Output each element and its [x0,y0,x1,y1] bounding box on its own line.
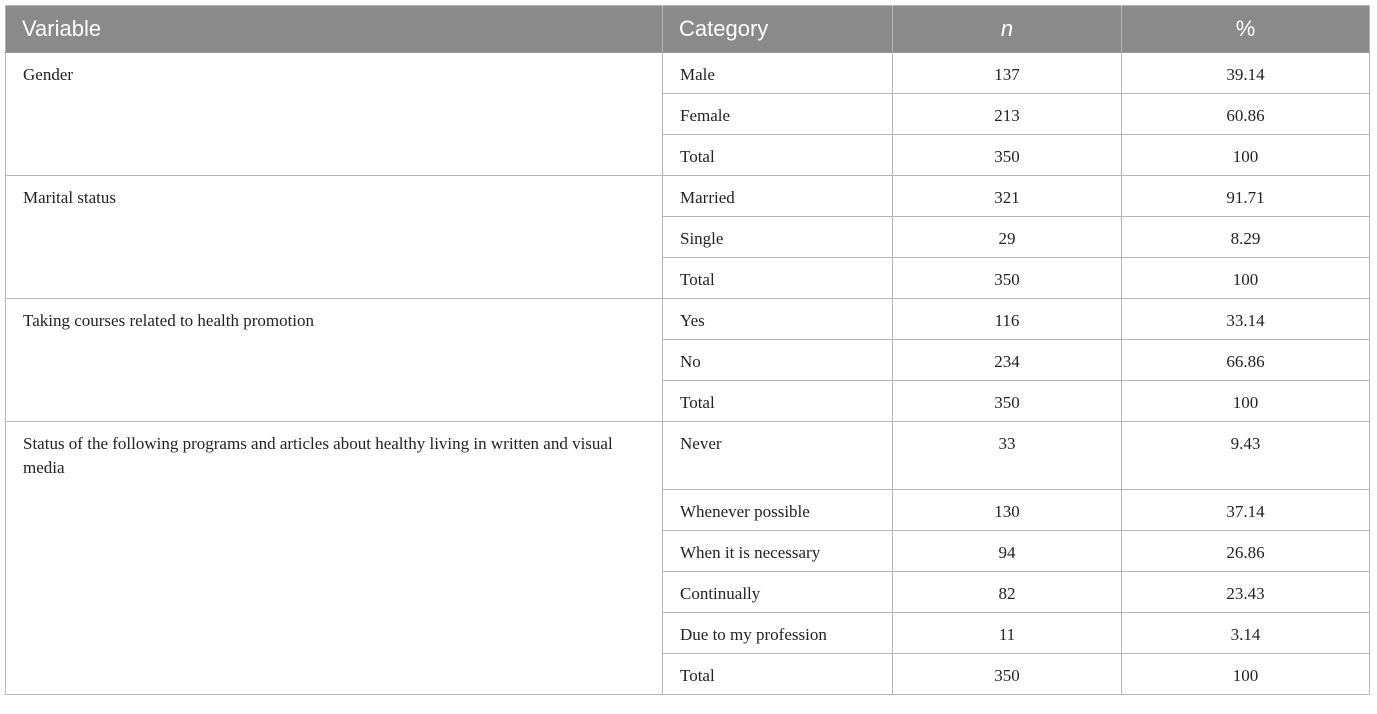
variable-label: Taking courses related to health promotion [23,311,315,330]
category-cell: No [663,340,893,381]
header-n: n [893,6,1122,53]
percent-cell: 100 [1122,381,1370,422]
percent-cell: 66.86 [1122,340,1370,381]
table-row [6,422,1370,490]
n-cell: 350 [893,135,1122,176]
percent-cell: 100 [1122,135,1370,176]
category-cell: Continually [663,572,893,613]
table-row [6,299,1370,340]
n-cell: 94 [893,531,1122,572]
n-cell: 213 [893,94,1122,135]
n-cell: 350 [893,654,1122,695]
percent-cell: 100 [1122,654,1370,695]
n-cell: 33 [893,422,1122,490]
percent-cell: 33.14 [1122,299,1370,340]
percent-cell: 9.43 [1122,422,1370,490]
header-percent: % [1122,6,1370,53]
n-cell: 137 [893,53,1122,94]
category-cell: Yes [663,299,893,340]
category-cell: Total [663,381,893,422]
n-cell: 350 [893,381,1122,422]
percent-cell: 37.14 [1122,490,1370,531]
header-variable: Variable [6,6,663,53]
category-cell: Never [663,422,893,490]
category-cell: When it is necessary [663,531,893,572]
variable-cell [6,422,663,695]
variable-cell [6,299,663,422]
category-cell: Married [663,176,893,217]
table-row [6,176,1370,217]
percent-cell: 60.86 [1122,94,1370,135]
n-cell: 29 [893,217,1122,258]
percent-cell: 3.14 [1122,613,1370,654]
percent-cell: 23.43 [1122,572,1370,613]
n-cell: 11 [893,613,1122,654]
percent-cell: 100 [1122,258,1370,299]
category-cell: Male [663,53,893,94]
n-cell: 321 [893,176,1122,217]
variable-label: Marital status [23,188,117,207]
table-body [6,53,1370,695]
data-table [5,5,1370,695]
variable-cell [6,53,663,176]
category-cell: Single [663,217,893,258]
category-cell: Total [663,654,893,695]
n-cell: 116 [893,299,1122,340]
category-cell: Whenever possible [663,490,893,531]
n-cell: 82 [893,572,1122,613]
variable-label: Status of the following programs and articles about healthy living in written and visual media [23,434,613,477]
percent-cell: 91.71 [1122,176,1370,217]
header-row [6,6,1370,53]
n-cell: 234 [893,340,1122,381]
percent-cell: 8.29 [1122,217,1370,258]
n-cell: 130 [893,490,1122,531]
variable-label: Gender [23,65,74,84]
table-header [6,6,1370,53]
category-cell: Total [663,135,893,176]
percent-cell: 39.14 [1122,53,1370,94]
variable-cell [6,176,663,299]
category-cell: Total [663,258,893,299]
n-cell: 350 [893,258,1122,299]
table-row [6,53,1370,94]
header-category: Category [663,6,893,53]
category-cell: Due to my profession [663,613,893,654]
percent-cell: 26.86 [1122,531,1370,572]
category-cell: Female [663,94,893,135]
